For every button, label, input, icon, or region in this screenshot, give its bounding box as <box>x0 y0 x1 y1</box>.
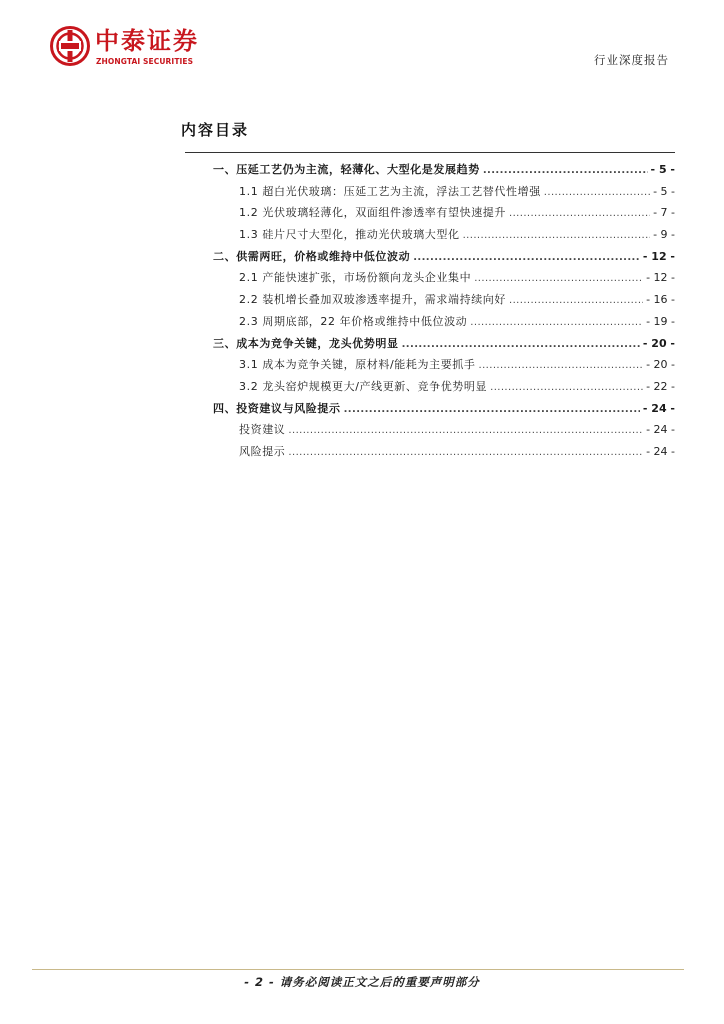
toc-entry-label: 1.3 硅片尺寸大型化，推动光伏玻璃大型化 <box>239 228 460 242</box>
toc-dot-leader <box>402 334 640 356</box>
toc-entry-label: 1.2 光伏玻璃轻薄化，双面组件渗透率有望快速提升 <box>239 206 506 220</box>
toc-subsection-link[interactable] <box>185 354 675 376</box>
toc-page-number: - 16 - <box>646 293 675 307</box>
toc-title: 内容目录 <box>181 121 250 139</box>
toc-dot-leader <box>483 160 648 182</box>
toc-dot-leader <box>474 268 643 290</box>
toc-page-number: - 24 - <box>642 401 675 415</box>
toc-dot-leader <box>288 420 643 442</box>
toc-page-number: - 20 - <box>646 358 675 372</box>
zhongtai-logo-icon <box>50 26 90 66</box>
toc-dot-leader <box>509 290 643 312</box>
logo-english-name: ZHONGTAI SECURITIES <box>96 57 194 66</box>
toc-page-number: - 5 - <box>653 184 675 198</box>
page-header <box>0 0 724 80</box>
toc-page-number: - 20 - <box>642 336 675 350</box>
toc-section-link[interactable] <box>185 333 675 355</box>
toc-entry-label: 一、压延工艺仍为主流，轻薄化、大型化是发展趋势 <box>213 163 480 176</box>
toc-list <box>185 159 675 463</box>
toc-section-link[interactable] <box>185 246 675 268</box>
toc-entry-label: 风险提示 <box>239 444 286 458</box>
toc-subsection-link[interactable] <box>185 289 675 311</box>
toc-dot-leader <box>413 247 640 269</box>
toc-entry-label: 四、投资建议与风险提示 <box>213 401 341 415</box>
toc-page-number: - 22 - <box>646 379 675 393</box>
footer-disclaimer: - 2 - 请务必阅读正文之后的重要声明部分 <box>244 975 480 989</box>
toc-page-number: - 24 - <box>646 423 675 437</box>
toc-entry-label: 二、供需两旺，价格或维持中低位波动 <box>213 249 411 263</box>
toc-subsection-link[interactable] <box>185 224 675 246</box>
toc-page-number: - 19 - <box>646 314 675 328</box>
toc-page-number: - 12 - <box>642 249 675 263</box>
toc-subsection-link[interactable] <box>185 267 675 289</box>
toc-entry-label: 2.1 产能快速扩张，市场份额向龙头企业集中 <box>239 271 472 285</box>
toc-entry-label: 投资建议 <box>239 423 286 437</box>
table-of-contents <box>181 120 675 463</box>
footer-divider <box>32 969 684 970</box>
logo-chinese-name: 中泰证券 <box>95 27 199 55</box>
toc-dot-leader <box>479 355 644 377</box>
toc-entry-label: 三、成本为竞争关键，龙头优势明显 <box>213 336 399 350</box>
toc-entry-label: 3.2 龙头窑炉规模更大/产线更新、竞争优势明显 <box>239 379 488 393</box>
toc-dot-leader <box>470 312 643 334</box>
toc-subsection-link[interactable] <box>185 376 675 398</box>
toc-page-number: - 9 - <box>653 228 675 242</box>
toc-subsection-link[interactable] <box>185 419 675 441</box>
toc-dot-leader <box>463 225 650 247</box>
toc-subsection-link[interactable] <box>185 311 675 333</box>
company-logo <box>50 26 220 72</box>
toc-dot-leader <box>544 182 650 204</box>
toc-entry-label: 1.1 超白光伏玻璃：压延工艺为主流，浮法工艺替代性增强 <box>239 184 541 198</box>
toc-entry-label: 3.1 成本为竞争关键，原材料/能耗为主要抓手 <box>239 358 476 372</box>
toc-dot-leader <box>490 377 643 399</box>
toc-page-number: - 24 - <box>646 444 675 458</box>
toc-dot-leader <box>288 442 643 464</box>
toc-subsection-link[interactable] <box>185 202 675 224</box>
toc-page-number: - 12 - <box>646 271 675 285</box>
toc-section-link[interactable] <box>185 398 675 420</box>
toc-subsection-link[interactable] <box>185 181 675 203</box>
toc-page-number: - 7 - <box>653 206 675 220</box>
toc-section-link[interactable] <box>185 159 675 181</box>
report-type-label: 行业深度报告 <box>594 53 669 67</box>
toc-entry-label: 2.3 周期底部，22 年价格或维持中低位波动 <box>239 314 468 328</box>
toc-entry-label: 2.2 装机增长叠加双玻渗透率提升，需求端持续向好 <box>239 293 506 307</box>
toc-divider <box>185 152 675 153</box>
toc-dot-leader <box>509 203 650 225</box>
toc-dot-leader <box>344 399 640 421</box>
toc-subsection-link[interactable] <box>185 441 675 463</box>
toc-page-number: - 5 - <box>650 163 675 176</box>
